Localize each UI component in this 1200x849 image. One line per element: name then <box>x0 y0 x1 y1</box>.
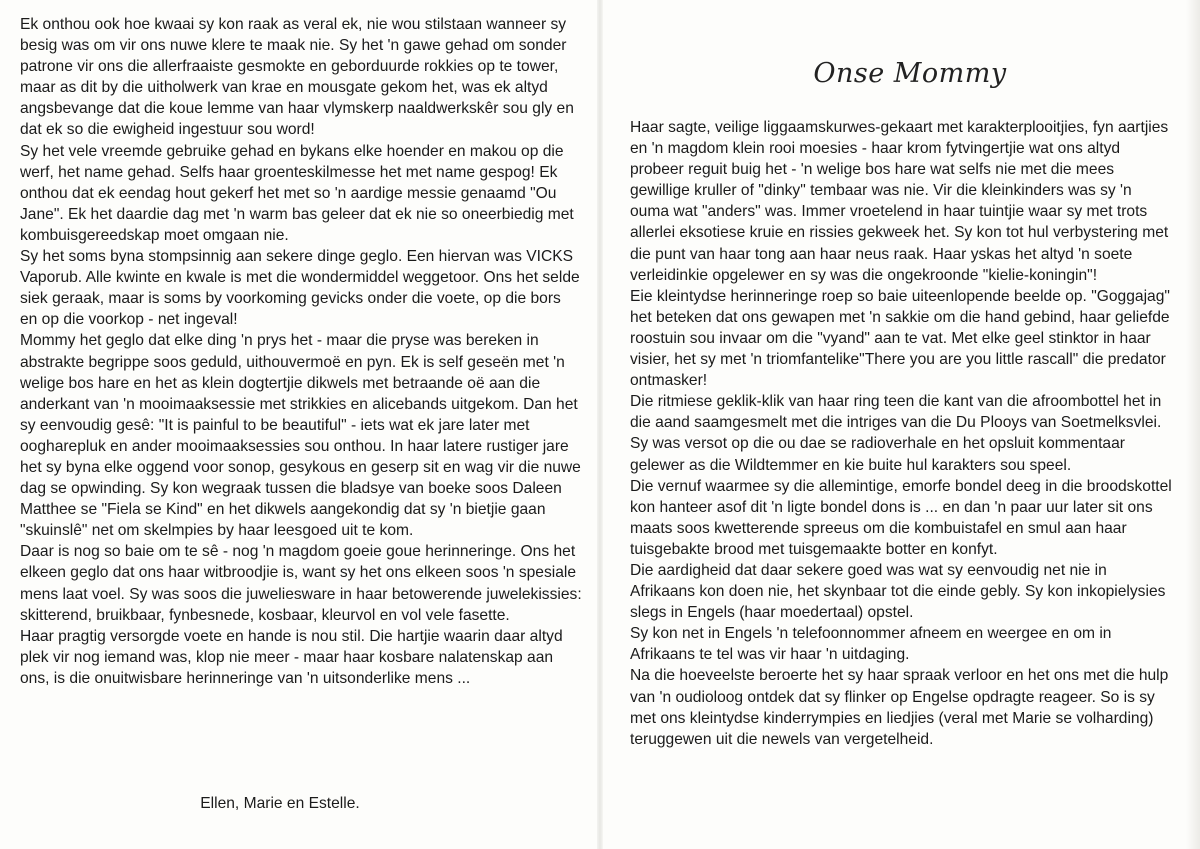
paragraph: Sy het vele vreemde gebruike gehad en bykans elke hoender en makou op die werf, het name gehad. Selfs haar groenteskilmesse het met name gespog! Ek onthou dat ek eendag hout gekerf het met so 'n aardige messie genaamd "Ou Jane". Ek het daardie dag met 'n warm bas geleer dat ek nie so oneerbiedig met kombuisgereedskap moet omgaan nie. <box>20 142 574 244</box>
page-title: Onse Mommy <box>813 58 1007 89</box>
paragraph: Daar is nog so baie om te sê - nog 'n magdom goeie goue herinneringe. Ons het elkeen geglo dat ons haar witbroodjie is, want sy het ons elkeen soos 'n spesiale mens laat voel. Sy was soos die juweliesware in haar betowerende juwelekissies: skitterend, bruikbaar, fynbesnede, kosbaar, kleurvol en vol vele fasette. <box>20 543 582 624</box>
left-page-text <box>20 14 582 689</box>
paragraph: Die aardigheid dat daar sekere goed was wat sy eenvoudig net nie in Afrikaans kon doen nie, het skynbaar tot die einde gebly. Sy kon inkopielysies slegs in Engels (haar moedertaal) opstel. <box>630 561 1166 622</box>
paragraph: Sy het soms byna stompsinnig aan sekere dinge geglo. Een hiervan was VICKS Vaporub. Alle kwinte en kwale is met die wondermiddel weggetoor. Ons het selde siek geraak, maar is soms by voorkoming gevicks onder die voete, op die bors en op die voorkop - net ingeval! <box>20 248 580 329</box>
paragraph: Eie kleintydse herinneringe roep so baie uiteenlopende beelde op. "Goggajag" het beteken dat ons gewapen met 'n sakkie om die hand gebind, haar geliefde roostuin sou invaar om die "vyand" aan te vat. Met elke geel stinktor in haar visier, het sy met 'n triomfantelike"There you are you little rascall" die predator ontmasker! <box>630 287 1170 390</box>
page-edge <box>1186 0 1200 849</box>
paragraph: Die ritmiese geklik-klik van haar ring teen die kant van die afroombottel het in die aand saamgesmelt met die intriges van die Du Plooys van Soetmelksvlei. Sy was versot op die ou dae se radioverhale en het opsluit kommentaar gelewer as die Wildtemmer en kie buite hul karakters sou speel. <box>630 393 1162 474</box>
paragraph: Sy kon net in Engels 'n telefoonnommer afneem en weergee en om in Afrikaans te tel was vir haar 'n uitdaging. <box>630 625 1112 664</box>
right-page-text <box>630 117 1172 750</box>
signature: Ellen, Marie en Estelle. <box>200 795 360 812</box>
paragraph: Haar sagte, veilige liggaamskurwes-gekaart met karakterplooitjies, fyn aartjies en 'n magdom klein rooi moesies - haar krom fytvingertjie wat ons altyd probeer reguit buig het - 'n welige bos hare wat selfs nie met die mees gewillige kruller of "dinky" tembaar was nie. Vir die kleinkinders was sy 'n ouma wat "anders" was. Immer vroetelend in haar tuintjie waar sy met trots allerlei eksotiese kruie en rissies gekweek het. Sy kon tot hul verbystering met die punt van haar tong aan haar neus raak. Haar yskas het altyd 'n soete verleidinkie opgelewer en sy was die ongekroonde "kielie-koningin"! <box>630 119 1169 284</box>
paragraph: Na die hoeveelste beroerte het sy haar spraak verloor en het ons met die hulp van 'n oudioloog ontdek dat sy flinker op Engelse opdragte reageer. So is sy met ons kleintydse kinderrympies en liedjies (veral met Marie se volharding) teruggewen uit die newels van vergetelheid. <box>630 667 1169 748</box>
paragraph: Haar pragtig versorgde voete en hande is nou stil. Die hartjie waarin daar altyd plek vir nog iemand was, klop nie meer - maar haar kosbare nalatenskap aan ons, is die onuitwisbare herinneringe van 'n uitsonderlike mens ... <box>20 627 563 687</box>
paragraph: Ek onthou ook hoe kwaai sy kon raak as veral ek, nie wou stilstaan wanneer sy besig was om vir ons nuwe klere te maak nie. Sy het 'n gawe gehad om sonder patrone vir ons die allerfraaiste gesmokte en geborduurde rokkies op te tower, maar as dit by die uitholwerk van krae en mousgate gekom het, was ek altyd angsbevange dat die koue lemme van haar vlymskerp naaldwerkskêr sou gly en dat ek so die ewigheid ingestuur sou word! <box>20 16 574 139</box>
paragraph: Die vernuf waarmee sy die allemintige, emorfe bondel deeg in die broodskottel kon hanteer asof dit 'n ligte bondel dons is ... en dan 'n paar uur later sit ons maats soos kwetterende spreeus om die kombuistafel en smul aan haar tuisgebakte brood met tuisgemaakte botter en konfyt. <box>630 477 1172 558</box>
paragraph: Mommy het geglo dat elke ding 'n prys het - maar die pryse was bereken in abstrakte begrippe soos geduld, uithouvermoë en pyn. Ek is self geseën met 'n welige bos hare en het as klein dogtertjie dikwels met betraande oë aan die anderkant van 'n mooimaaksessie met strikkies en alicebands uitgekom. Dan het sy eenvoudig gesê: "It is painful to be beautiful" - iets wat ek jare later met oogharepluk en ander mooimaaksessies sou onthou. In haar latere rustiger jare het sy byna elke oggend voor sonop, gesykous en geserp sit en wag vir die nuwe dag se opwinding. Sy kon wegraak tussen die bladsye van boeke soos Daleen Matthee se "Fiela se Kind" en het dikwels aangekondig dat sy 'n bietjie gaan "skuinslê" net om skelmpies by haar leesgoed uit te kom. <box>20 332 581 540</box>
